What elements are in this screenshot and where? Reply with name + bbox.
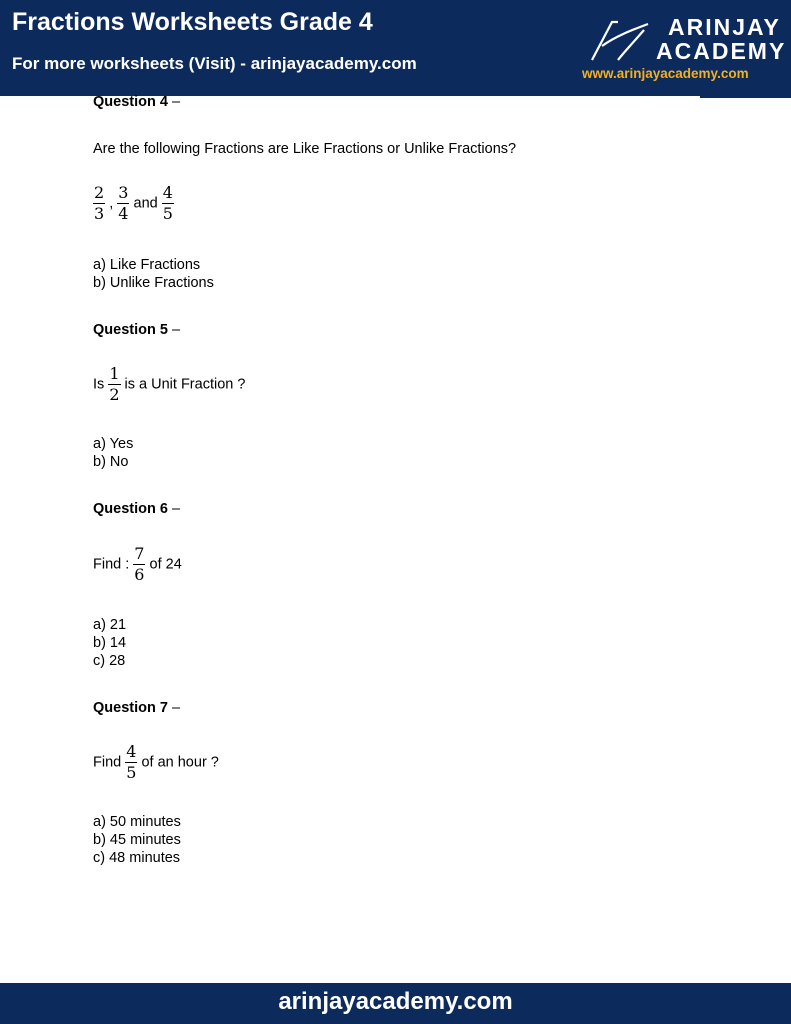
question-6-heading (93, 501, 180, 517)
question-7-option-c: c) 48 minutes (93, 850, 181, 866)
question-5-label: Question 5 (93, 322, 168, 338)
question-6-prefix: Find : (93, 556, 130, 573)
fraction-4-5-hour: $\frac{4}{5}$ (126, 742, 137, 782)
question-7-label: Question 7 (93, 700, 168, 716)
question-4-prompt: Are the following Fractions are Like Fractions or Unlike Fractions? (93, 141, 517, 157)
question-4-heading (93, 94, 180, 110)
footer-website: arinjayacademy.com (278, 988, 513, 1015)
fraction-7-6: $\frac{7}{6}$ (134, 544, 145, 584)
question-5-option-a: a) Yes (93, 436, 134, 452)
question-4-option-b: b) Unlike Fractions (93, 275, 214, 291)
question-7-option-b: b) 45 minutes (93, 832, 181, 848)
question-6-label: Question 6 (93, 501, 168, 517)
question-6-dash: – (167, 501, 181, 517)
question-7-suffix: of an hour ? (141, 754, 219, 771)
fraction-2-3: $\frac{2}{3}$ (94, 183, 105, 223)
footer-banner (0, 983, 791, 1024)
question-7-dash: – (167, 700, 181, 716)
worksheet-subtitle: For more worksheets (Visit) - arinjayacademy.com (12, 54, 417, 73)
question-7-option-a: a) 50 minutes (93, 814, 181, 830)
fraction-separator-comma: , (105, 195, 114, 212)
question-6-option-c: c) 28 (93, 653, 126, 669)
fraction-separator-and: and (133, 195, 158, 212)
fraction-3-4: $\frac{3}{4}$ (118, 183, 129, 223)
question-6-option-b: b) 14 (93, 635, 127, 651)
logo-text-academy: ACADEMY (656, 38, 787, 64)
question-7-prefix: Find (93, 754, 122, 771)
fraction-4-5: $\frac{4}{5}$ (162, 183, 173, 223)
question-4-label: Question 4 (93, 94, 168, 110)
logo-text-arinjay: ARINJAY (668, 14, 781, 40)
question-6-suffix: of 24 (149, 556, 182, 573)
question-6-text (93, 546, 182, 583)
question-7-text (93, 744, 219, 781)
question-5-text (93, 366, 245, 403)
question-5-prefix: Is (93, 376, 105, 393)
logo-url: www.arinjayacademy.com (582, 66, 749, 81)
fraction-1-2: $\frac{1}{2}$ (109, 364, 120, 404)
question-6-option-a: a) 21 (93, 617, 127, 633)
question-5-option-b: b) No (93, 454, 129, 470)
question-4-fractions (93, 185, 174, 222)
worksheet-title: Fractions Worksheets Grade 4 (12, 8, 373, 36)
question-5-heading (93, 322, 180, 338)
academy-logo-icon (588, 16, 652, 66)
question-5-suffix: is a Unit Fraction ? (124, 376, 246, 393)
question-4-option-a: a) Like Fractions (93, 257, 201, 273)
question-4-dash: – (167, 94, 181, 110)
question-7-heading (93, 700, 180, 716)
question-5-dash: – (167, 322, 181, 338)
